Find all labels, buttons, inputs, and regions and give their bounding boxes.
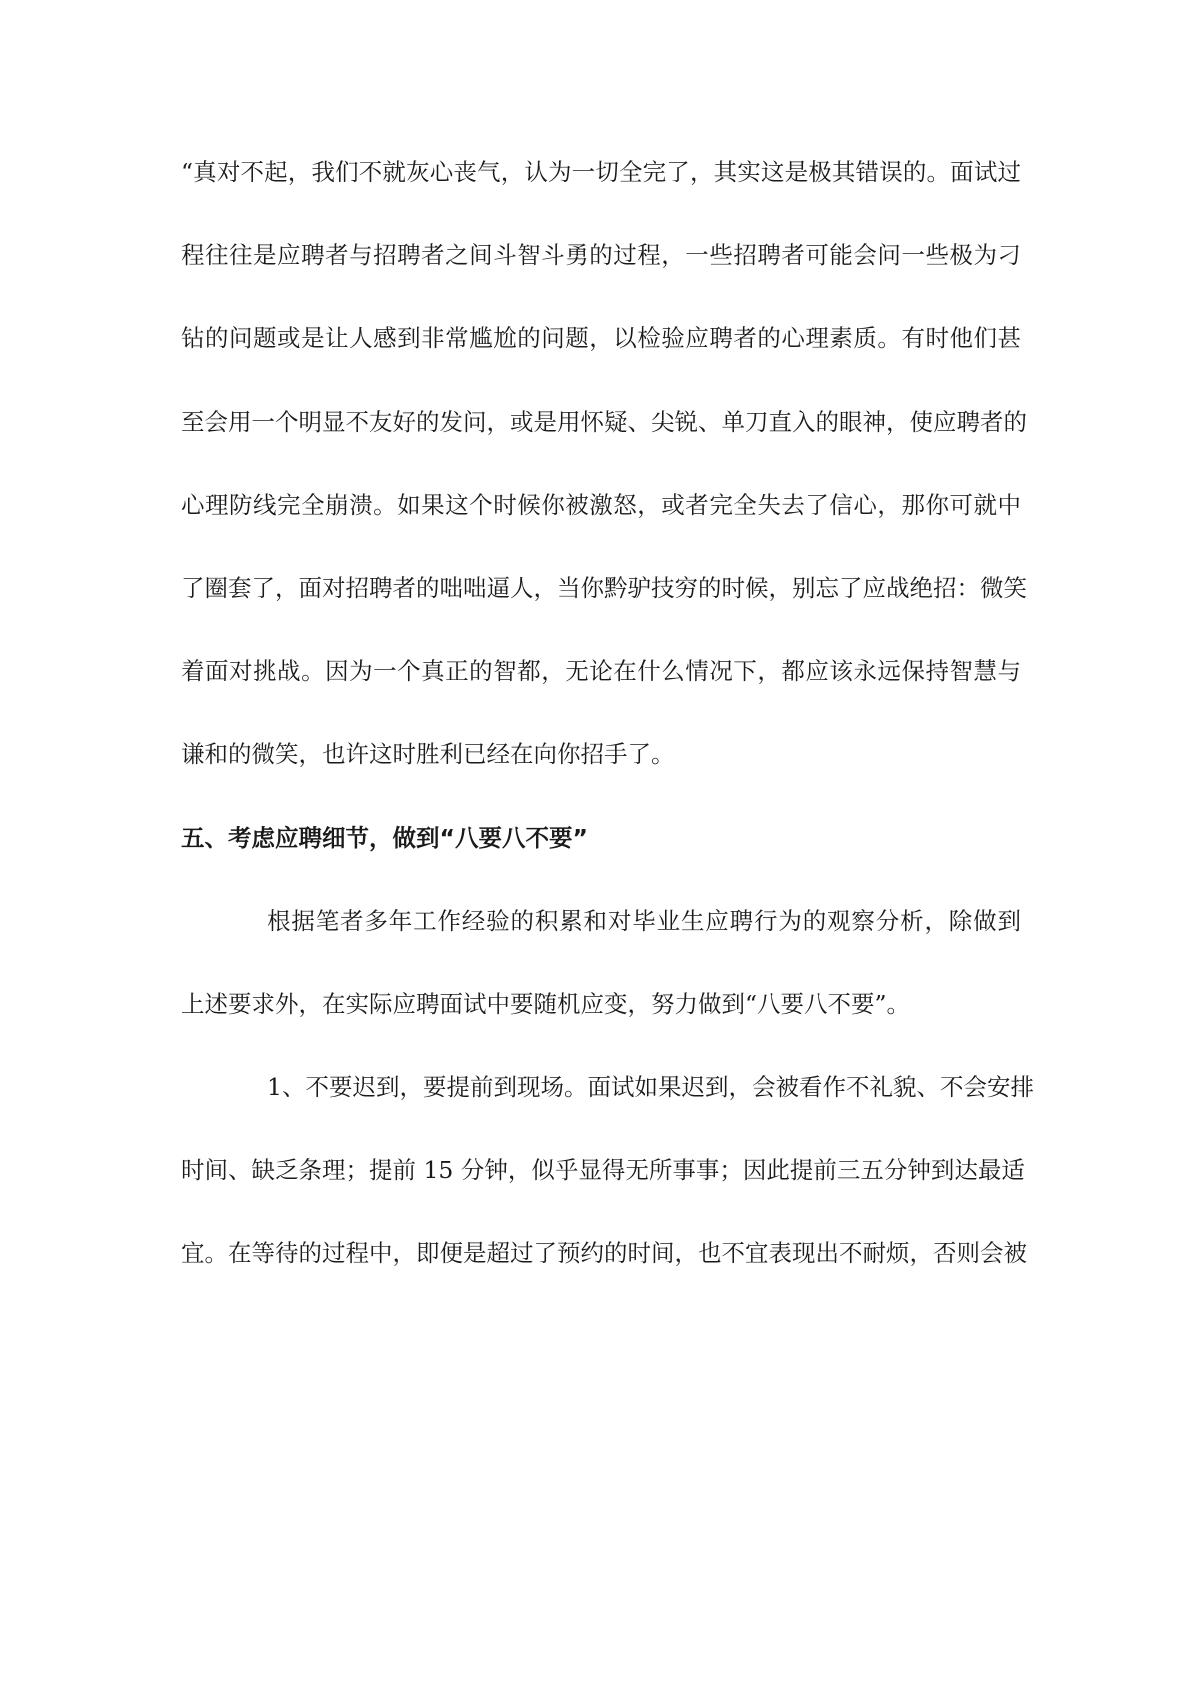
- paragraph-line: 心理防线完全崩溃。如果这个时候你被激怒，或者完全失去了信心，那你可就中: [181, 491, 1021, 519]
- paragraph-line: “真对不起，我们不就灰心丧气，认为一切全完了，其实这是极其错误的。面试过: [181, 158, 1021, 186]
- paragraph-line: 至会用一个明显不友好的发问，或是用怀疑、尖锐、单刀直入的眼神，使应聘者的: [181, 408, 1027, 436]
- paragraph-line: 谦和的微笑，也许这时胜利已经在向你招手了。: [181, 740, 675, 768]
- paragraph-line: 程往往是应聘者与招聘者之间斗智斗勇的过程，一些招聘者可能会问一些极为刁: [181, 241, 1021, 269]
- section-heading: 五、考虑应聘细节，做到“八要八不要”: [181, 824, 588, 852]
- paragraph-line: 根据笔者多年工作经验的积累和对毕业生应聘行为的观察分析，除做到: [267, 907, 1021, 935]
- paragraph-line: 钻的问题或是让人感到非常尴尬的问题，以检验应聘者的心理素质。有时他们甚: [181, 324, 1021, 352]
- paragraph-line: 着面对挑战。因为一个真正的智都，无论在什么情况下，都应该永远保持智慧与: [181, 657, 1021, 685]
- paragraph-line: 上述要求外，在实际应聘面试中要随机应变，努力做到“八要八不要”。: [181, 990, 911, 1018]
- paragraph-line: 宜。在等待的过程中，即便是超过了预约的时间，也不宜表现出不耐烦，否则会被: [181, 1239, 1027, 1267]
- paragraph-line: 1、不要迟到，要提前到现场。面试如果迟到，会被看作不礼貌、不会安排: [267, 1073, 1034, 1101]
- paragraph-line: 了圈套了，面对招聘者的咄咄逼人，当你黔驴技穷的时候，别忘了应战绝招：微笑: [181, 574, 1027, 602]
- paragraph-line: 时间、缺乏条理；提前 15 分钟，似乎显得无所事事；因此提前三五分钟到达最适: [181, 1156, 1025, 1184]
